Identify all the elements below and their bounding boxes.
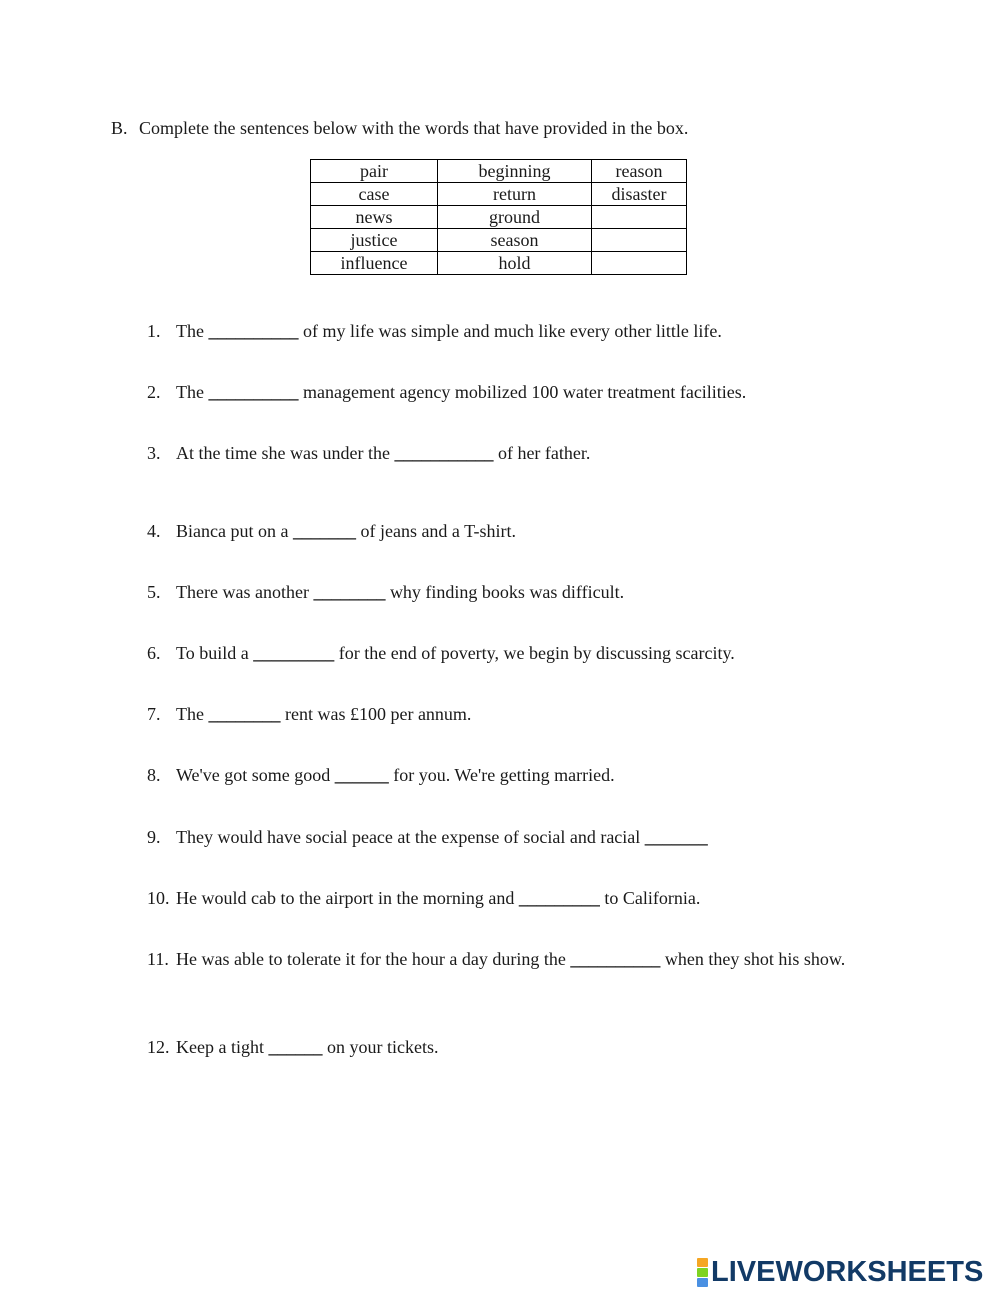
answer-blank[interactable]: __________ xyxy=(208,382,299,402)
word-cell xyxy=(592,229,687,252)
answer-blank[interactable]: _________ xyxy=(253,643,335,663)
logo-block xyxy=(697,1268,708,1277)
question-number: 11. xyxy=(147,949,169,969)
question-text-before: There was another xyxy=(176,582,314,602)
question-text-after: for you. We're getting married. xyxy=(388,765,615,785)
question-item xyxy=(147,442,867,465)
question-number: 12. xyxy=(147,1037,170,1057)
word-cell: return xyxy=(438,183,592,206)
question-text-after: rent was £100 per annum. xyxy=(280,704,472,724)
word-box-row xyxy=(311,206,687,229)
question-number: 2. xyxy=(147,382,161,402)
answer-blank[interactable]: __________ xyxy=(208,321,299,341)
question-number: 7. xyxy=(147,704,161,724)
answer-blank[interactable]: ________ xyxy=(208,704,281,724)
word-cell: disaster xyxy=(592,183,687,206)
word-box-row xyxy=(311,229,687,252)
question-item xyxy=(147,381,867,404)
answer-blank[interactable]: ______ xyxy=(334,765,389,785)
question-item xyxy=(147,948,867,971)
answer-blank[interactable]: __________ xyxy=(570,949,661,969)
word-cell: pair xyxy=(311,160,438,183)
question-number: 4. xyxy=(147,521,161,541)
question-text-before: The xyxy=(176,382,209,402)
question-text-before: We've got some good xyxy=(176,765,335,785)
instruction-text: Complete the sentences below with the words that have provided in the box. xyxy=(139,118,689,138)
answer-blank[interactable]: _______ xyxy=(644,827,708,847)
word-box-row xyxy=(311,160,687,183)
question-text-after: of jeans and a T-shirt. xyxy=(355,521,516,541)
question-text-before: At the time she was under the xyxy=(176,443,395,463)
word-box-row xyxy=(311,252,687,275)
question-text-after: on your tickets. xyxy=(322,1037,439,1057)
word-cell: influence xyxy=(311,252,438,275)
liveworksheets-logo xyxy=(697,1257,983,1287)
question-number: 9. xyxy=(147,827,161,847)
question-text-before: Bianca put on a xyxy=(176,521,293,541)
word-cell xyxy=(592,206,687,229)
answer-blank[interactable]: ______ xyxy=(268,1037,323,1057)
question-text-before: He would cab to the airport in the morning and xyxy=(176,888,519,908)
question-item xyxy=(147,887,867,910)
question-text-before: Keep a tight xyxy=(176,1037,269,1057)
question-item xyxy=(147,320,867,343)
answer-blank[interactable]: _________ xyxy=(518,888,600,908)
word-box xyxy=(310,159,687,275)
question-text-before: The xyxy=(176,321,209,341)
answer-blank[interactable]: _______ xyxy=(292,521,356,541)
question-number: 8. xyxy=(147,765,161,785)
word-cell: beginning xyxy=(438,160,592,183)
word-cell: hold xyxy=(438,252,592,275)
word-cell: ground xyxy=(438,206,592,229)
answer-blank[interactable]: ___________ xyxy=(394,443,494,463)
question-text-before: They would have social peace at the expense of social and racial xyxy=(176,827,645,847)
logo-block xyxy=(697,1278,708,1287)
question-number: 10. xyxy=(147,888,170,908)
question-item xyxy=(147,826,867,849)
word-cell xyxy=(592,252,687,275)
logo-blocks-icon xyxy=(697,1258,708,1287)
question-text-after: to California. xyxy=(599,888,701,908)
question-text-before: He was able to tolerate it for the hour a day during the xyxy=(176,949,571,969)
question-text-before: To build a xyxy=(176,643,254,663)
word-box-row xyxy=(311,183,687,206)
logo-text: LIVEWORKSHEETS xyxy=(711,1255,984,1288)
question-item xyxy=(147,520,867,543)
question-item xyxy=(147,764,867,787)
question-number: 3. xyxy=(147,443,161,463)
logo-block xyxy=(697,1258,708,1267)
word-cell: reason xyxy=(592,160,687,183)
word-cell: justice xyxy=(311,229,438,252)
question-body xyxy=(176,948,862,971)
question-number: 1. xyxy=(147,321,161,341)
question-text-after: of my life was simple and much like every other little life. xyxy=(298,321,722,341)
answer-blank[interactable]: ________ xyxy=(313,582,386,602)
question-text-after: management agency mobilized 100 water treatment facilities. xyxy=(298,382,747,402)
word-cell: case xyxy=(311,183,438,206)
instruction xyxy=(111,118,688,139)
word-cell: news xyxy=(311,206,438,229)
question-number: 6. xyxy=(147,643,161,663)
question-text-before: The xyxy=(176,704,209,724)
question-text-after: why finding books was difficult. xyxy=(385,582,625,602)
question-text-after: of her father. xyxy=(493,443,591,463)
question-text-after: when they shot his show. xyxy=(660,949,846,969)
question-text-after: for the end of poverty, we begin by discussing scarcity. xyxy=(334,643,735,663)
question-item xyxy=(147,703,867,726)
question-item xyxy=(147,1036,867,1059)
section-label: B. xyxy=(111,118,128,138)
question-item xyxy=(147,581,867,604)
word-cell: season xyxy=(438,229,592,252)
question-number: 5. xyxy=(147,582,161,602)
question-item xyxy=(147,642,867,665)
